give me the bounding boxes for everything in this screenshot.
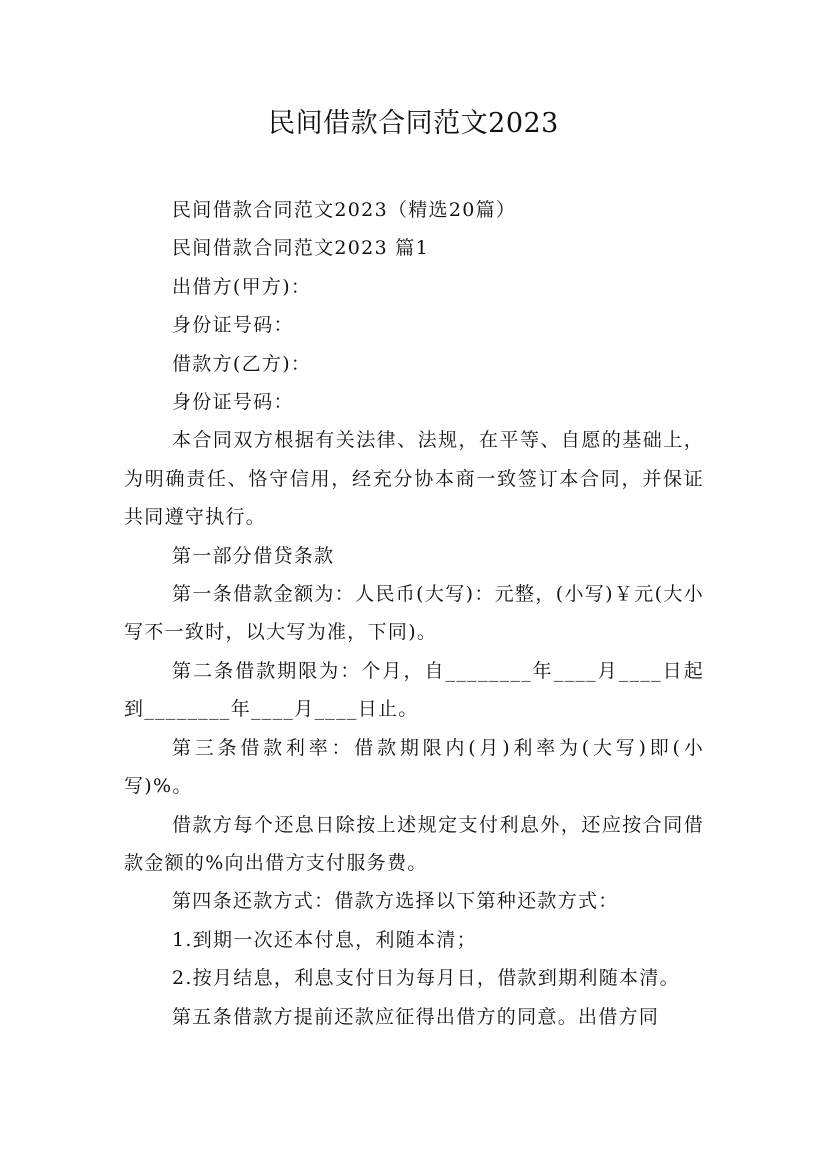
paragraph-part-one: 第一部分借贷条款: [172, 544, 335, 567]
paragraph-repay-option-2: 2.按月结息，利息支付日为每月日，借款到期利随本清。: [172, 967, 680, 990]
paragraph-subtitle: 民间借款合同范文2023（精选20篇）: [172, 199, 517, 221]
paragraph-borrower-id: 身份证号码：: [172, 391, 294, 414]
paragraph-lender: 出借方(甲方)：: [172, 275, 312, 298]
paragraph-borrower: 借款方(乙方)：: [172, 352, 312, 375]
paragraph-section-heading: 民间借款合同范文2023 篇1: [172, 237, 429, 260]
document-body: [124, 191, 704, 1036]
paragraph-preamble: 本合同双方根据有关法律、法规，在平等、自愿的基础上，为明确责任、恪守信用，经充分协本商一致签订本合同，并保证共同遵守执行。: [124, 429, 704, 529]
paragraph-article-3: 第三条借款利率：借款期限内(月)利率为(大写)即(小写)%。: [124, 736, 704, 798]
paragraph-article-1: 第一条借款金额为：人民币(大写)：元整，(小写)￥元(大小写不一致时，以大写为准，下同)。: [124, 583, 704, 644]
paragraph-repay-option-1: 1.到期一次还本付息，利随本清；: [172, 928, 477, 951]
paragraph-lender-id: 身份证号码：: [172, 314, 294, 337]
paragraph-article-5: 第五条借款方提前还款应征得出借方的同意。出借方同: [172, 1005, 660, 1028]
paragraph-service-fee: 借款方每个还息日除按上述规定支付利息外，还应按合同借款金额的%向出借方支付服务费。: [124, 813, 704, 874]
document-title: 民间借款合同范文2023: [268, 108, 559, 139]
paragraph-article-2: 第二条借款期限为：个月，自________年____月____日起到________年____月____日止。: [124, 659, 704, 721]
paragraph-article-4: 第四条还款方式：借款方选择以下第种还款方式：: [172, 890, 619, 913]
